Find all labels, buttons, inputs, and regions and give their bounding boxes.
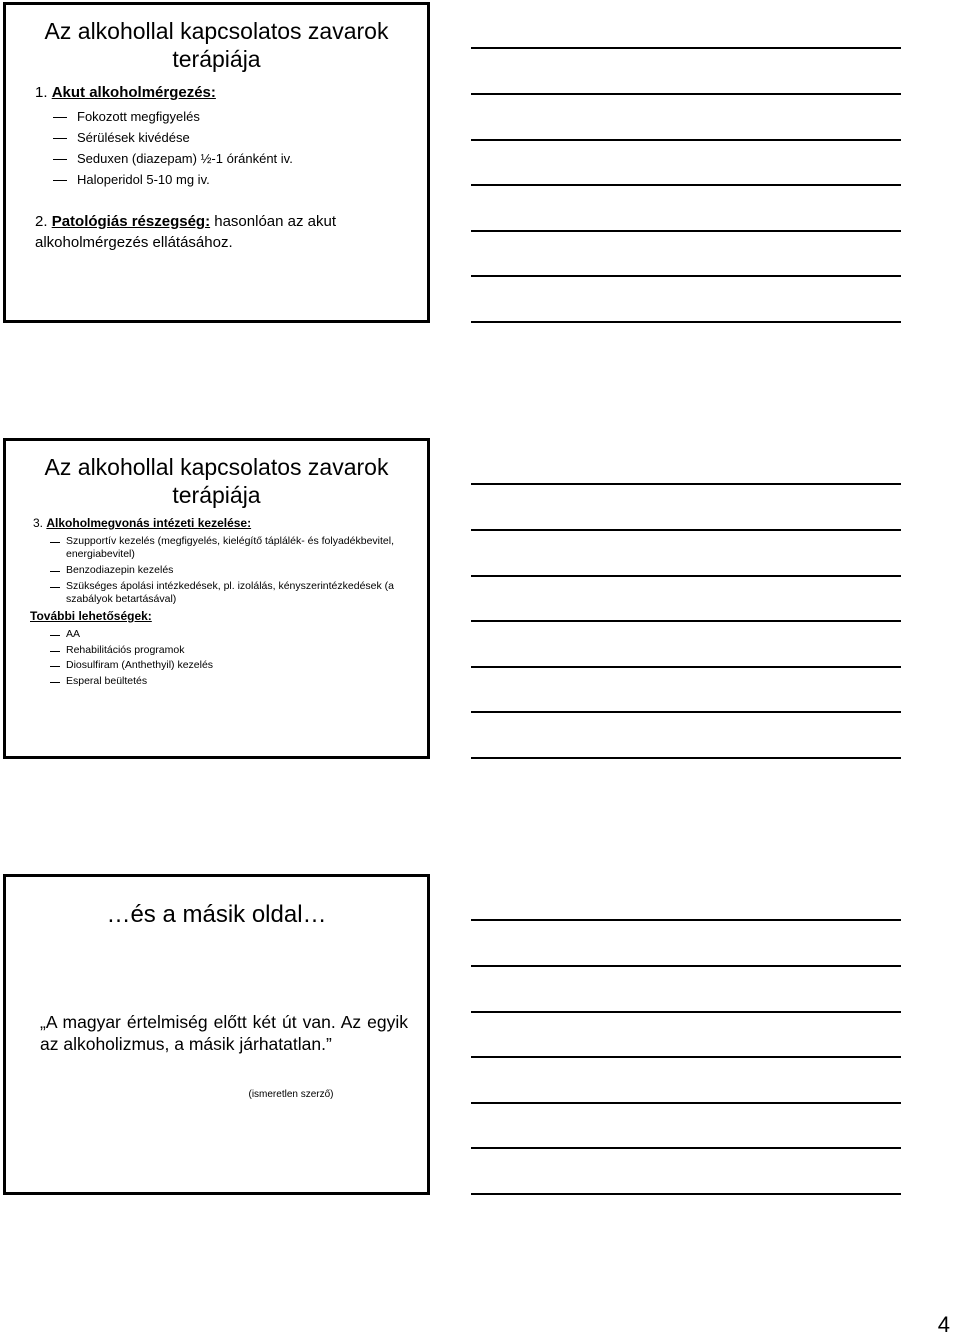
note-line (471, 919, 901, 921)
slide-2 (3, 438, 430, 759)
list-item: Haloperidol 5-10 mg iv. (77, 169, 293, 190)
note-line (471, 139, 901, 141)
list-item: Fokozott megfigyelés (77, 106, 293, 127)
further-options-heading (30, 609, 152, 623)
slide-1 (3, 2, 430, 323)
section-1-list (77, 106, 293, 190)
note-line (471, 230, 901, 232)
note-line (471, 1056, 901, 1058)
note-line (471, 1102, 901, 1104)
section-1-number: 1. (35, 84, 48, 101)
slide-3-title: …és a másik oldal… (106, 901, 327, 928)
list-item: Rehabilitációs programok (66, 644, 213, 657)
section-1-title: Akut alkoholmérgezés: (51, 84, 216, 101)
note-line (471, 93, 901, 95)
note-line (471, 47, 901, 49)
list-item: Sérülések kivédése (77, 127, 293, 148)
note-line (471, 965, 901, 967)
note-line (471, 275, 901, 277)
section-2-text: hasonlóan az akut alkoholmérgezés ellátásához. (35, 213, 337, 251)
further-options-list (66, 628, 213, 690)
quote-text: „A magyar értelmiség előtt két út van. Az egyik az alkoholizmus, a másik járhatatlan.” (40, 1012, 408, 1054)
quote (40, 1011, 408, 1055)
slide-3 (3, 874, 430, 1195)
slide-2-title: Az alkohollal kapcsolatos zavarok terápiája (44, 454, 389, 508)
section-3-number: 3. (33, 516, 44, 530)
list-item: Seduxen (diazepam) ½-1 óránként iv. (77, 148, 293, 169)
section-1-heading (35, 84, 216, 101)
quote-author: (ismeretlen szerző) (248, 1089, 334, 1100)
note-line (471, 711, 901, 713)
further-options-title: További lehetőségek: (30, 609, 152, 623)
note-line (471, 184, 901, 186)
note-line (471, 483, 901, 485)
list-item: Szupportív kezelés (megfigyelés, kielégítő táplálék- és folyadékbevitel, energiabevitel) (66, 535, 395, 560)
section-2-paragraph (35, 211, 415, 253)
page-number: 4 (937, 1312, 950, 1337)
list-item: AA (66, 628, 213, 641)
section-2-number: 2. (35, 213, 48, 230)
note-line (471, 666, 901, 668)
note-line (471, 757, 901, 759)
list-item: Benzodiazepin kezelés (66, 564, 396, 577)
note-line (471, 1147, 901, 1149)
list-item: Diosulfiram (Anthethyil) kezelés (66, 659, 214, 672)
list-item: Szükséges ápolási intézkedések, pl. izolálás, kényszerintézkedések (a szabályok betartásával) (66, 580, 395, 605)
list-item: Esperal beültetés (66, 675, 213, 688)
section-2-title: Patológiás részegség: (51, 213, 211, 230)
note-line (471, 321, 901, 323)
note-line (471, 1011, 901, 1013)
section-3-list (66, 535, 396, 609)
note-line (471, 620, 901, 622)
note-line (471, 529, 901, 531)
section-3-heading (33, 516, 251, 530)
slide-1-title: Az alkohollal kapcsolatos zavarok terápiája (44, 18, 389, 72)
note-line (471, 1193, 901, 1195)
note-line (471, 575, 901, 577)
section-3-title: Alkoholmegvonás intézeti kezelése: (46, 516, 252, 530)
